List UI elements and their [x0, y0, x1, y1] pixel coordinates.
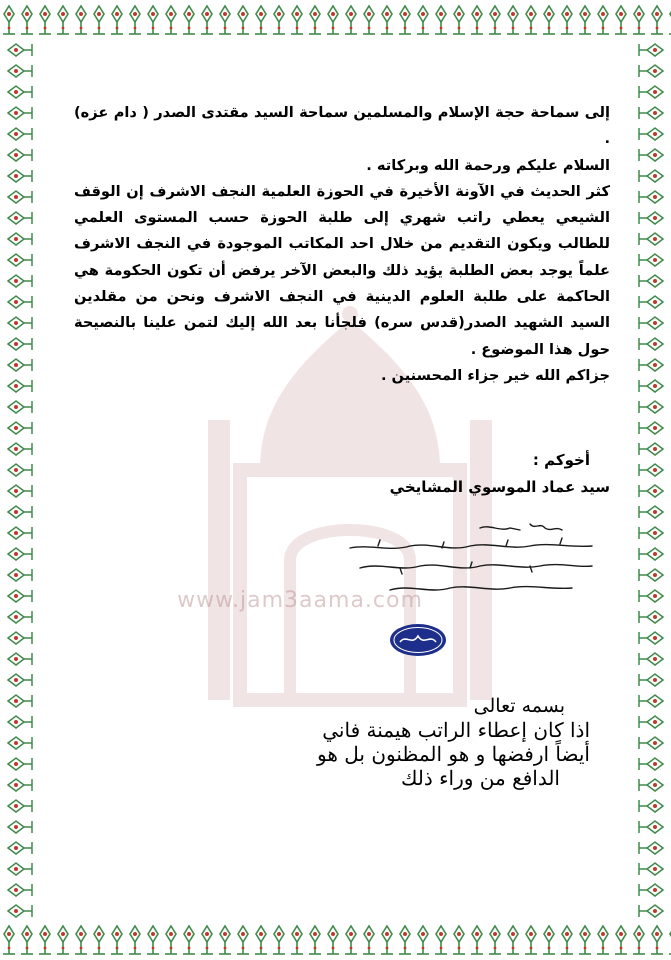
- reply-line-1: اذا كان إعطاء الراتب هيمنة فاني: [322, 718, 590, 742]
- letter-greeting: السلام عليكم ورحمة الله وبركاته .: [366, 156, 610, 174]
- letter-closing: جزاكم الله خير جزاء المحسنين .: [380, 366, 610, 384]
- watermark-url: www.jam3aama.com: [177, 588, 423, 613]
- decorative-border-left: [0, 40, 38, 918]
- seal-stamp-icon: [388, 622, 448, 658]
- signature-name: سيد عماد الموسوي المشايخي: [389, 478, 610, 496]
- reply-line-3: الدافع من وراء ذلك: [400, 766, 560, 790]
- reply-line-2: أيضاً ارفضها و هو المظنون بل هو: [317, 742, 590, 766]
- decorative-border-bottom: [0, 918, 671, 960]
- handwritten-reply-icon: [330, 518, 600, 608]
- letter-addressee: إلى سماحة حجة الإسلام والمسلمين سماحة السيد مقتدى الصدر ( دام عزه) .: [74, 104, 610, 148]
- decorative-border-top: [0, 0, 671, 40]
- reply-text: [250, 694, 590, 790]
- letter-body: [74, 100, 610, 389]
- reply-basmala: بسمه تعالى: [473, 695, 565, 717]
- decorative-border-right: [633, 40, 671, 918]
- signature-label: أخوكم :: [532, 451, 590, 469]
- letter-question: كثر الحديث في الآونة الأخيرة في الحوزة العلمية النجف الاشرف إن الوقف الشيعي يعطي راتب شهري إلى طلبة الحوزة حسب المستوى العلمي للطالب ويكون التقديم من خلال احد المكاتب الموجودة في النجف الاشرف علماً يوجد بعض الطلبة يؤيد ذلك والبعض الآخر يرفض أن تكون الحكومة هي الحاكمة على طلبة العلوم الدينية في النجف الاشرف ونحن من مقلدين السيد الشهيد الصدر(قدس سره) فلجأنا بعد الله إليك لتمن علينا بالنصيحة حول هذا الموضوع .: [74, 182, 610, 358]
